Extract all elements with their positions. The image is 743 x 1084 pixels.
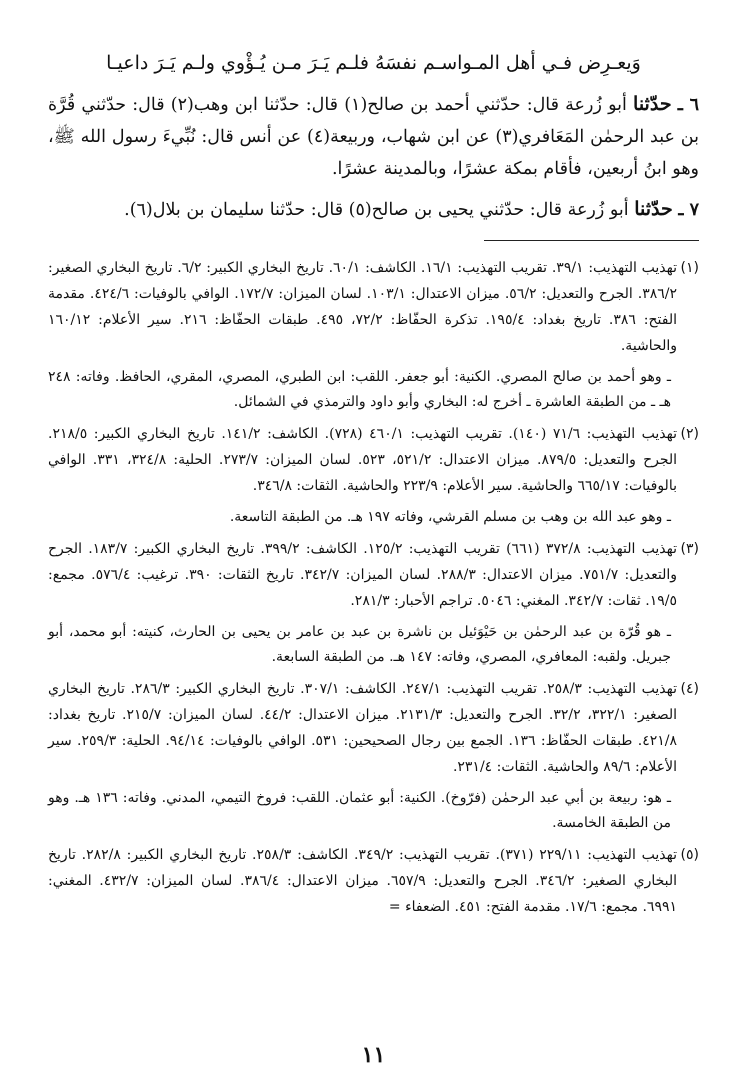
footnote-note: ـ هو قُرّة بن عبد الرحمٰن بن حَيْوَئيل بن ناشرة بن عبد بن عامر بن يحيى بن الحارث، كنيته: أبو محمد، أبو جبريل. ولقبه: المعافري، المصري، وفاته: ١٤٧ هـ. من الطبقة السابعة. (48, 624, 671, 665)
footnote-divider (484, 240, 699, 241)
footnote-number: (٢) (680, 426, 699, 442)
footnote-text: تهذيب التهذيب: ٣٧٢/٨ (٦٦١) تقريب التهذيب: ١٢٥/٢. الكاشف: ٣٩٩/٢. تاريخ البخاري الكبير: ١٨٣/٧. الجرح والتعديل: ٧٥١/٧. ميزان الاعتدال: ٢٨٨/٣. لسان الميزان: ٣٤٢/٧. تاريخ الثقات: ٣٩٠. ترغيب: ٥٧٦/٤. مجمع: ١٩/٥. ثقات: ٣٤٢/٧. المغني: ٥٠٤٦. تراجم الأحبار: ٢٨١/٣. (48, 541, 677, 609)
footnote-text: تهذيب التهذيب: ٢٢٩/١١ (٣٧١). تقريب التهذيب: ٣٤٩/٢. الكاشف: ٢٥٨/٣. تاريخ البخاري الكبير: ٢٨٢/٨. تاريخ البخاري الصغير: ٣٤٦/٢. الجرح والتعديل: ٦٥٧/٩. ميزان الاعتدال: ٣٨٦/٤. لسان الميزان: ٤٣٢/٧. المغني: ٦٩٩١. مجمع: ١٧/٦. مقدمة الفتح: ٤٥١. الضعفاء = (48, 847, 678, 915)
footnote-text: تهذيب التهذيب: ٧١/٦ (١٤٠). تقريب التهذيب: ٤٦٠/١ (٧٢٨). الكاشف: ١٤١/٢. تاريخ البخاري الكبير: ٢١٨/٥. الجرح والتعديل: ٨٧٩/٥. ميزان الاعتدال: ٥٢١/٢، ٥٢٣. لسان الميزان: ٢٧٣/٧. الحلية: ٣٢٤/٨، ٣٣١. الوافي بالوفيات: ٦٦٥/١٧ والحاشية. سير الأعلام: ٢٢٣/٩ والحاشية. الثقات: ٣٤٦/٨. (48, 426, 678, 494)
footnote (48, 421, 699, 499)
hadith-6 (48, 88, 699, 185)
footnote-text: تهذيب التهذيب: ٢٥٨/٣. تقريب التهذيب: ٢٤٧/١. الكاشف: ٣٠٧/١. تاريخ البخاري الكبير: ٢٨٦/٣. تاريخ البخاري الصغير: ٣٢٢/١، ٣٢/٢. الجرح والتعديل: ٢١٣١/٣. ميزان الاعتدال: ٤٤/٢. لسان الميزان: ٢١٥/٧. تاريخ بغداد: ٤٢١/٨. طبقات الحفّاظ: ١٣٦. الجمع بين رجال الصحيحين: ٥٣١. الوافي بالوفيات: ٩٤/١٤. الحلية: ٢٥٩/٣. سير الأعلام: ٨٩/٦ والحاشية. الثقات: ٢٣١/٤. (48, 681, 677, 775)
footnote (48, 842, 699, 920)
hadith-7 (48, 193, 699, 226)
footnote (48, 536, 699, 614)
footnote-number: (١) (680, 260, 699, 276)
hadith-text: أبو زُرعة قال: حدّثني أحمد بن صالح(١) قال: حدّثنا ابن وهب(٢) قال: حدّثني قُرَّة بن عبد الرحمٰن المَعَافري(٣) عن ابن شهاب، وربيعة(٤) عن أنس قال: نُبِّيءَ رسول الله ﷺ، وهو ابنُ أربعين، فأقام بمكة عشرًا، وبالمدينة عشرًا. (48, 95, 699, 179)
footnote-text: تهذيب التهذيب: ٣٩/١. تقريب التهذيب: ١٦/١. الكاشف: ٦٠/١. تاريخ البخاري الكبير: ٦/٢. تاريخ البخاري الصغير: ٣٨٦/٢. الجرح والتعديل: ٥٦/٢. ميزان الاعتدال: ١٠٣/١. لسان الميزان: ١٧٢/٧. الوافي بالوفيات: ٤٢٤/٦. مقدمة الفتح: ٣٨٦. تاريخ بغداد: ١٩٥/٤. تذكرة الحفّاظ: ٧٢/٢، ٤٩٥. طبقات الحفّاظ: ٢١٦. سير الأعلام: ١٦٠/١٢ والحاشية. (48, 260, 677, 354)
footnote-number: (٣) (680, 541, 699, 557)
poem-verse: وَيعـرِض فـي أهل المـواسـم نفسَهُ فلـم يَـرَ مـن يُـؤْوي ولـم يَـرَ داعيـا (106, 52, 641, 74)
hadith-text: أبو زُرعة قال: حدّثني يحيى بن صالح(٥) قال: حدّثنا سليمان بن بلال(٦). (124, 200, 629, 220)
footnote (48, 255, 699, 359)
hadith-number: ٦ ـ (677, 95, 699, 115)
footnote-number: (٥) (680, 847, 699, 863)
footnote-number: (٤) (680, 681, 699, 697)
footnote-note: ـ هو: ربيعة بن أبي عبد الرحمٰن (فرّوخ). الكنية: أبو عثمان. اللقب: فروخ التيمي، المدني. وفاته: ١٣٦ هـ. وهو من الطبقة الخامسة. (48, 790, 671, 831)
footnote-note: ـ وهو أحمد بن صالح المصري. الكنية: أبو جعفر. اللقب: ابن الطبري، المصري، المقري، الحافظ. وفاته: ٢٤٨ هـ ـ من الطبقة العاشرة ـ أخرج له: البخاري وأبو داود والترمذي في الشمائل. (48, 369, 671, 410)
footnote (48, 676, 699, 780)
haddathana-word: حدّثنا (633, 93, 672, 115)
haddathana-word: حدّثنا (634, 198, 673, 220)
page-number: ١١ (361, 1042, 386, 1068)
page (48, 52, 699, 1068)
footnote-note: ـ وهو عبد الله بن وهب بن مسلم القرشي، وفاته ١٩٧ هـ. من الطبقة التاسعة. (229, 509, 671, 525)
footnotes (48, 255, 699, 920)
hadith-number: ٧ ـ (678, 200, 699, 220)
